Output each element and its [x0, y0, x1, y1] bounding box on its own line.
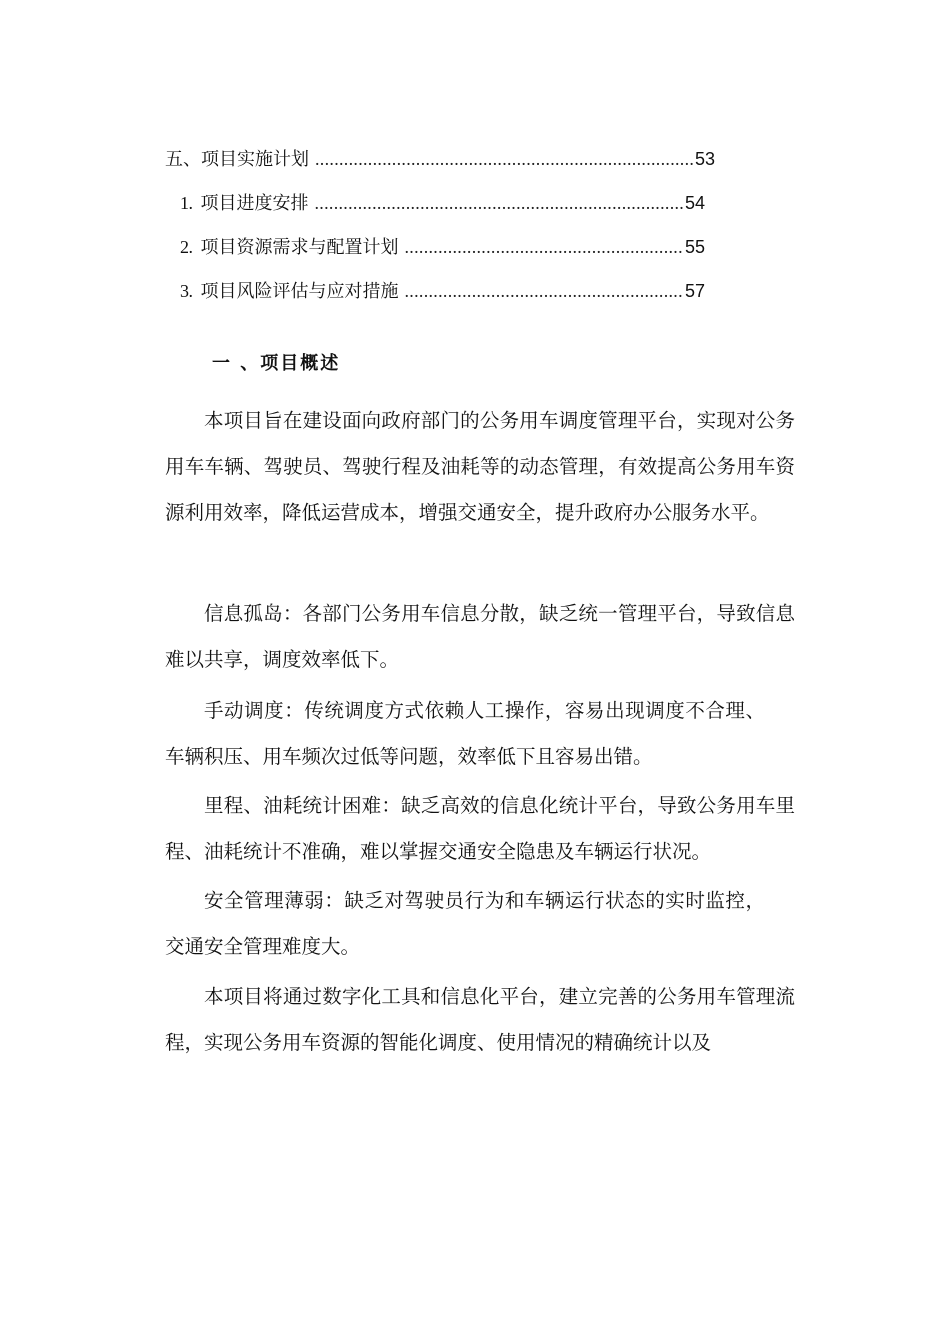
- section-heading: 一 、项目概述: [212, 353, 341, 374]
- toc-dot-leader: [315, 145, 693, 173]
- body-paragraph: 安全管理薄弱：缺乏对驾驶员行为和车辆运行状态的实时监控， 交通安全管理难度大。: [165, 889, 765, 958]
- toc-page-number: 53: [694, 149, 715, 169]
- toc-entry[interactable]: [180, 189, 705, 217]
- toc-dot-leader: [405, 233, 683, 261]
- toc-page-number: 55: [684, 237, 705, 257]
- body-paragraph: 信息孤岛：各部门公务用车信息分散，缺乏统一管理平台，导致信息难以共享，调度效率低下。: [165, 602, 795, 671]
- body-paragraph: 本项目将通过数字化工具和信息化平台，建立完善的公务用车管理流程，实现公务用车资源的智能化调度、使用情况的精确统计以及: [165, 985, 795, 1054]
- toc-entry[interactable]: [180, 277, 705, 305]
- body-paragraph: 里程、油耗统计困难：缺乏高效的信息化统计平台，导致公务用车里程、油耗统计不准确，难以掌握交通安全隐患及车辆运行状况。: [165, 794, 795, 863]
- toc-page-number: 54: [684, 193, 705, 213]
- toc-entry[interactable]: [180, 233, 705, 261]
- toc-page-number: 57: [684, 281, 705, 301]
- toc-dot-leader: [315, 189, 683, 217]
- toc-entry[interactable]: [165, 145, 715, 173]
- toc-entry-label: 五、项目实施计划: [165, 149, 309, 170]
- toc-entry-number: 1.: [180, 193, 193, 213]
- toc-entry-label: 项目进度安排: [200, 193, 309, 214]
- toc-dot-leader: [405, 277, 683, 305]
- toc-entry-label: 项目资源需求与配置计划: [200, 237, 399, 258]
- toc-entry-number: 2.: [180, 237, 193, 257]
- toc-entry-number: 3.: [180, 281, 193, 301]
- body-paragraph: 手动调度：传统调度方式依赖人工操作，容易出现调度不合理、 车辆积压、用车频次过低等问题，效率低下且容易出错。: [165, 699, 765, 768]
- body-paragraph: 本项目旨在建设面向政府部门的公务用车调度管理平台，实现对公务用车车辆、驾驶员、驾驶行程及油耗等的动态管理，有效提高公务用车资源利用效率，降低运营成本，增强交通安全，提升政府办公服务水平。: [165, 409, 795, 524]
- toc-entry-label: 项目风险评估与应对措施: [200, 281, 399, 302]
